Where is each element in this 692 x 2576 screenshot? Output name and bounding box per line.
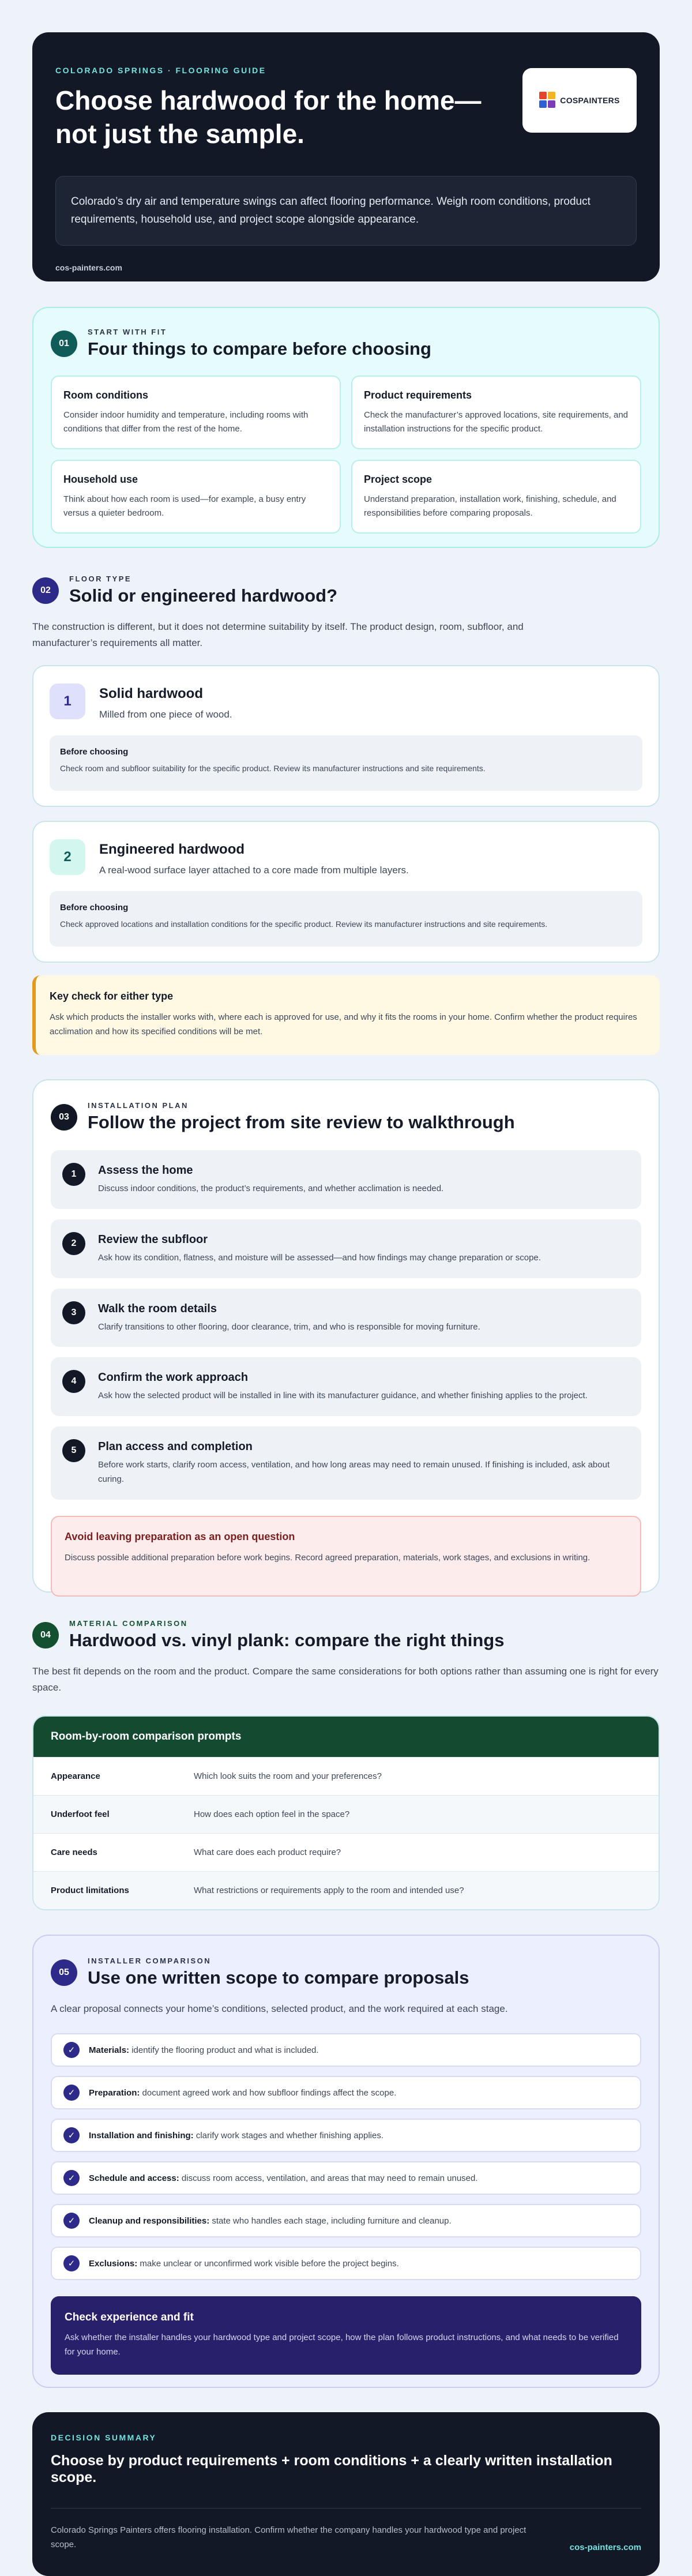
floor-type-section [32,574,660,1055]
section-title: Use one written scope to compare proposals [88,1967,469,1988]
fit-card-room-conditions [51,375,341,449]
row-prompt: Which look suits the room and your preferences? [194,1771,382,1782]
section-eyebrow: MATERIAL COMPARISON [69,1619,188,1628]
summary-eyebrow: DECISION SUMMARY [51,2433,157,2443]
type-title: Engineered hardwood [99,842,245,858]
check-icon: ✓ [63,2213,80,2229]
check-text: discuss room access, ventilation, and areas that may need to remain unused. [179,2173,478,2183]
section-title: Hardwood vs. vinyl plank: compare the right things [69,1630,505,1651]
row-label: Underfoot feel [51,1809,110,1820]
row-label: Appearance [51,1771,100,1782]
logo [522,68,637,133]
summary-note: Colorado Springs Painters offers flooring installation. Confirm whether the company handles your hardwood type and project scope. [51,2525,526,2549]
step-item [51,1426,641,1500]
installation-section [32,1079,660,1593]
summary-title: Choose by product requirements + room conditions + a clearly written installation scope. [51,2453,612,2486]
section-eyebrow: FLOOR TYPE [69,574,132,583]
summary-divider [51,2508,641,2509]
fit-card-text: Consider indoor humidity and temperature, including rooms with conditions that differ from the rest of the home. [63,410,309,434]
warning-callout [51,1516,641,1597]
table-row [33,1871,659,1909]
step-text: Ask how the selected product will be installed in line with its manufacturer guidance, and whether finishing applies to the project. [98,1391,588,1401]
experience-callout [51,2296,641,2375]
check-text: document agreed work and how subfloor findings affect the scope. [140,2087,397,2098]
step-text: Ask how its condition, flatness, and moisture will be assessed—and how findings may change preparation or scope. [98,1252,541,1263]
hero-eyebrow: COLORADO SPRINGS · FLOORING GUIDE [55,66,266,75]
row-label: Product limitations [51,1886,129,1896]
page-title: Choose hardwood for the home—not just the sample. [55,85,482,149]
check-label: Schedule and access: [89,2173,179,2183]
section-number: 04 [32,1622,59,1649]
installation-heading [51,1101,641,1133]
step-item [51,1150,641,1209]
check-label: Cleanup and responsibilities: [89,2215,210,2226]
fit-section [32,307,660,548]
before-choosing-box [50,735,642,791]
experience-title: Check experience and fit [65,2311,194,2324]
table-title: Room-by-room comparison prompts [33,1717,659,1757]
section-eyebrow: INSTALLATION PLAN [88,1101,189,1110]
decision-summary [32,2412,660,2576]
section-title: Solid or engineered hardwood? [69,585,338,606]
experience-text: Ask whether the installer handles your hardwood type and project scope, how the plan follows product instructions, and what needs to be verified for your home. [65,2333,619,2357]
checklist-item [51,2161,641,2195]
fit-card-title: Room conditions [63,389,148,401]
step-title: Review the subfloor [98,1233,208,1246]
key-check-text: Ask which products the installer works with, where each is approved for use, and why it fits the rooms in your home. Confirm whether the product requires acclimation and how its specified conditions will be met. [50,1012,637,1037]
check-label: Exclusions: [89,2258,138,2269]
check-icon: ✓ [63,2085,80,2101]
type-badge: 1 [50,684,85,719]
check-text: state who handles each stage, including furniture and cleanup. [209,2215,452,2226]
checklist-item [51,2204,641,2237]
key-check-callout [32,975,660,1055]
warning-title: Avoid leaving preparation as an open question [65,1530,295,1542]
before-title: Before choosing [60,747,129,757]
fit-card-text: Think about how each room is used—for example, a busy entry versus a quieter bedroom. [63,494,306,518]
step-title: Walk the room details [98,1302,217,1315]
type-desc: Milled from one piece of wood. [99,709,232,720]
check-text: clarify work stages and whether finishing applies. [193,2130,384,2141]
check-icon: ✓ [63,2127,80,2143]
steps-list [51,1150,641,1500]
step-number: 1 [62,1163,85,1186]
step-item [51,1219,641,1278]
table-row [33,1795,659,1833]
fit-card-title: Product requirements [364,389,472,401]
step-number: 3 [62,1301,85,1324]
type-title: Solid hardwood [99,686,203,702]
step-text: Discuss indoor conditions, the product’s requirements, and whether acclimation is needed. [98,1184,444,1194]
row-prompt: How does each option feel in the space? [194,1809,350,1820]
scope-checklist [51,2033,641,2280]
checklist-item [51,2076,641,2109]
section-lead: The best fit depends on the room and the product. Compare the same considerations for both options rather than assuming one is right for every space. [32,1666,659,1693]
check-text: make unclear or unconfirmed work visible before the project begins. [137,2258,399,2269]
before-title: Before choosing [60,903,129,913]
step-title: Assess the home [98,1164,193,1177]
step-title: Confirm the work approach [98,1371,249,1384]
hero-site-link[interactable]: cos-painters.com [55,262,122,272]
check-text: identify the flooring product and what is included. [129,2045,319,2055]
section-eyebrow: INSTALLER COMPARISON [88,1957,212,1966]
checklist-item [51,2119,641,2152]
checklist-item [51,2033,641,2067]
hero-note: Colorado’s dry air and temperature swings can affect flooring performance. Weigh room conditions, product requirements, household use, and project scope alongside appearance. [55,176,637,246]
logo-mark-icon [539,92,556,109]
before-text: Check approved locations and installation conditions for the specific product. Review its manufacturer instructions and site requirements. [60,919,548,929]
section-number: 01 [51,331,77,357]
step-text: Clarify transitions to other flooring, door clearance, trim, and who is responsible for moving furniture. [98,1321,480,1332]
hero-section [32,32,660,281]
step-item [51,1357,641,1416]
section-title: Follow the project from site review to walkthrough [88,1112,515,1133]
material-section [32,1619,660,1910]
floor-type-heading [32,574,660,606]
key-check-title: Key check for either type [50,990,174,1002]
fit-card-title: Household use [63,474,138,485]
fit-card-product-requirements [351,375,641,449]
check-label: Installation and finishing: [89,2130,194,2141]
fit-card-text: Check the manufacturer’s approved locations, site requirements, and installation instructions for the specific product. [364,410,629,434]
checklist-item [51,2247,641,2280]
section-number: 02 [32,577,59,604]
check-label: Materials: [89,2045,130,2055]
fit-heading [51,328,641,359]
fit-card-household-use [51,460,341,534]
row-prompt: What care does each product require? [194,1847,341,1858]
check-icon: ✓ [63,2170,80,2186]
table-row [33,1757,659,1795]
step-number: 5 [62,1439,85,1462]
step-title: Plan access and completion [98,1440,253,1454]
section-number: 05 [51,1959,77,1986]
section-title: Four things to compare before choosing [88,339,431,359]
step-number: 2 [62,1232,85,1255]
table-row [33,1833,659,1871]
type-desc: A real-wood surface layer attached to a core made from multiple layers. [99,865,409,876]
installer-section [32,1935,660,2388]
summary-site-link[interactable]: cos-painters.com [569,2542,641,2552]
type-badge: 2 [50,839,85,875]
check-icon: ✓ [63,2255,80,2271]
section-lead: The construction is different, but it does not determine suitability by itself. The product design, room, subfloor, and manufacturer’s requirements all matter. [32,621,524,649]
fit-card-project-scope [351,460,641,534]
section-number: 03 [51,1104,77,1131]
fit-card-title: Project scope [364,474,432,485]
type-card-engineered [32,821,660,963]
check-icon: ✓ [63,2042,80,2058]
row-label: Care needs [51,1847,97,1858]
step-item [51,1289,641,1347]
fit-grid [51,375,641,534]
row-prompt: What restrictions or requirements apply to the room and intended use? [194,1886,464,1896]
section-lead: A clear proposal connects your home’s conditions, selected product, and the work required at each stage. [51,2003,508,2015]
material-heading [32,1619,660,1651]
warning-text: Discuss possible additional preparation before work begins. Record agreed preparation, materials, work stages, and exclusions in writing. [65,1552,591,1563]
check-label: Preparation: [89,2087,140,2098]
before-choosing-box [50,891,642,947]
step-text: Before work starts, clarify room access, ventilation, and how long areas may need to remain unused. If finishing is included, ask about curing. [98,1460,610,1484]
section-eyebrow: START WITH FIT [88,328,167,336]
installer-heading [51,1957,641,1988]
comparison-table [32,1715,660,1910]
logo-text: COSPAINTERS [560,96,620,105]
type-card-solid [32,665,660,807]
fit-card-text: Understand preparation, installation work, finishing, schedule, and responsibilities before comparing proposals. [364,494,616,518]
before-text: Check room and subfloor suitability for the specific product. Review its manufacturer instructions and site requirements. [60,764,486,773]
step-number: 4 [62,1370,85,1393]
